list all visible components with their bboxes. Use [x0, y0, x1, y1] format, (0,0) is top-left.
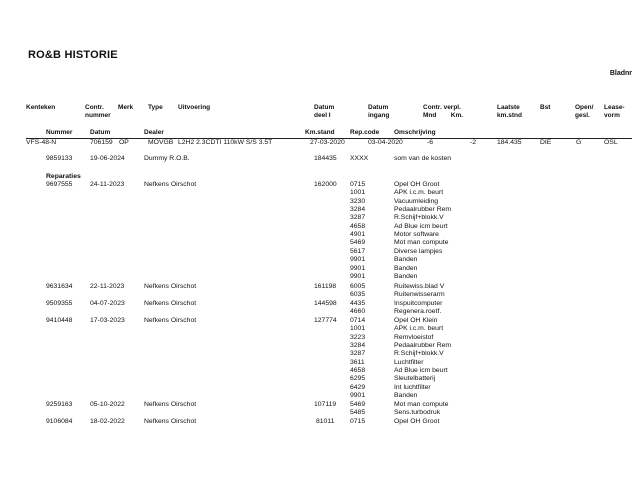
header-dealer: Dealer: [144, 129, 164, 136]
repair-nummer: 9106084: [46, 418, 73, 425]
header-contr-nummer: Contr. nummer: [85, 104, 111, 119]
repair-code: 9901: [350, 256, 366, 264]
header-rep-code: Rep.code: [350, 129, 380, 136]
repair-omschrijving: Ruitenwisserarm: [394, 291, 445, 299]
repair-omschrijving: Ad Blue icm beurt: [394, 367, 448, 375]
repair-code: 5469: [350, 239, 366, 247]
header-laatste-km: Laatste km.stnd: [497, 104, 522, 119]
header-type: Type: [148, 104, 163, 111]
repair-omschrijving: Vacuumleiding: [394, 197, 439, 205]
repair-code: 9901: [350, 272, 366, 280]
vehicle-mnd: -6: [427, 139, 434, 146]
repair-datum: 24-11-2023: [90, 181, 125, 188]
repair-datum: 05-10-2022: [90, 401, 125, 408]
repair-omschrijving: Banden: [394, 256, 418, 264]
repair-code: 9901: [350, 392, 366, 400]
repair-omschrijving: Mot man compute: [394, 401, 449, 408]
repair-omschrijving: Remvloeistof: [394, 333, 434, 341]
header-bst: Bst: [540, 104, 551, 111]
repair-code: 0715: [350, 181, 366, 188]
repair-code: 4660: [350, 308, 366, 316]
repair-code: 4901: [350, 231, 366, 239]
repair-km: 81011: [316, 418, 335, 425]
header-km-stand: Km.stand: [305, 129, 335, 136]
repair-code: 5469: [350, 401, 366, 408]
vehicle-type: MOVGB: [148, 139, 174, 146]
repair-nummer: 9410448: [46, 317, 73, 324]
vehicle-contr-nummer: 706159: [90, 139, 113, 146]
entry-omschrijving: som van de kosten: [394, 155, 452, 162]
repair-code: 6429: [350, 383, 366, 391]
repair-code: 0714: [350, 317, 366, 324]
repair-datum: 17-03-2023: [90, 317, 125, 324]
repair-code: 6295: [350, 375, 366, 383]
repair-code: 3223: [350, 333, 366, 341]
header-open-gesl: Open/ gesl.: [575, 104, 594, 119]
repair-code: 3287: [350, 214, 366, 222]
repair-code: 6035: [350, 291, 366, 299]
repair-nummer: 9697555: [46, 181, 73, 188]
vehicle-merk: OP: [119, 139, 129, 146]
repair-omschrijving: R.Schijf+blokk.V: [394, 350, 444, 358]
header-merk: Merk: [118, 104, 134, 111]
header-uitvoering: Uitvoering: [178, 104, 211, 111]
page-number-label: Bladnr: [609, 70, 632, 77]
repair-km: 127774: [314, 317, 337, 324]
header-datum-deel: Datum deel I: [314, 104, 335, 119]
repair-dealer: Nefkens Oirschot: [144, 283, 197, 290]
repair-datum: 18-02-2022: [90, 418, 125, 425]
entry-km: 184435: [314, 155, 337, 162]
header-omschrijving: Omschrijving: [394, 129, 436, 136]
repair-km: 162000: [314, 181, 337, 188]
repair-code: 3611: [350, 358, 365, 366]
repair-omschrijving: Banden: [394, 392, 418, 400]
section-reparaties: Reparaties: [46, 173, 81, 180]
entry-nummer: 9859133: [46, 155, 73, 162]
repair-dealer: Nefkens Oirschot: [144, 317, 197, 324]
repair-omschrijving: APK i.c.m. beurt: [394, 189, 444, 197]
header-nummer: Nummer: [46, 129, 73, 136]
repair-code: 9901: [350, 264, 366, 272]
repair-code: 4658: [350, 367, 366, 375]
repair-code: 3284: [350, 342, 366, 350]
vehicle-open-gesl: G: [576, 139, 582, 146]
repair-omschrijving: Mot man compute: [394, 239, 449, 247]
repair-datum: 04-07-2023: [90, 300, 125, 307]
repair-code: 3284: [350, 206, 366, 214]
vehicle-bst: DIE: [540, 139, 552, 146]
repair-datum: 22-11-2023: [90, 283, 125, 290]
repair-nummer: 9631634: [46, 283, 73, 290]
entry-code: XXXX: [350, 155, 369, 162]
page-title: RO&B HISTORIE: [28, 49, 118, 61]
repair-dealer: Nefkens Oirschot: [144, 300, 197, 307]
repair-omschrijving: Sleutelbatterij: [394, 375, 436, 383]
repair-code: 3230: [350, 197, 366, 205]
repair-omschrijving: Banden: [394, 272, 418, 280]
repair-dealer: Nefkens Oirschot: [144, 181, 197, 188]
header-lease-vorm: Lease- vorm: [604, 104, 625, 119]
vehicle-lease-vorm: OSL: [604, 139, 618, 146]
repair-omschrijving: Luchtfilter: [394, 358, 424, 366]
repair-nummer: 9509355: [46, 300, 73, 307]
repair-omschrijving: Pedaalrubber Rem: [394, 206, 452, 214]
repair-km: 161198: [314, 283, 337, 290]
repair-omschrijving: Ad Blue icm beurt: [394, 222, 448, 230]
repair-omschrijving: Regenera.roetf.: [394, 308, 442, 316]
repair-code: 1001: [350, 325, 366, 333]
repair-omschrijving: Opel OH Groot: [394, 181, 440, 188]
vehicle-km: -2: [470, 139, 477, 146]
vehicle-kenteken: VFS-48-N: [26, 139, 57, 146]
repair-code: 4435: [350, 300, 366, 307]
repair-code: 6005: [350, 283, 366, 290]
vehicle-datum-ingang: 03-04-2020: [368, 139, 403, 146]
entry-dealer: Dummy R.O.B.: [144, 155, 190, 162]
entry-datum: 19-06-2024: [90, 155, 125, 162]
repair-code: 3287: [350, 350, 366, 358]
header-contr-verpl: Contr. verpl. Mnd Km.: [423, 104, 464, 119]
repair-omschrijving: Sens.turbodruk: [394, 409, 441, 417]
repair-dealer: Nefkens Oirschot: [144, 401, 197, 408]
vehicle-datum-deel: 27-03-2020: [310, 139, 345, 146]
repair-omschrijving: Diverse lampjes: [394, 247, 443, 255]
repair-code: 5485: [350, 409, 366, 417]
repair-omschrijving: R.Schijf+blokk.V: [394, 214, 444, 222]
repair-code: 4658: [350, 222, 366, 230]
repair-omschrijving: Banden: [394, 264, 418, 272]
repair-omschrijving: Opel OH Groot: [394, 418, 440, 425]
repair-omschrijving: Int luchtfilter: [394, 383, 431, 391]
repair-nummer: 9259163: [46, 401, 73, 408]
vehicle-uitvoering: L2H2 2.3CDTI 110kW S/S 3.5T: [178, 139, 273, 146]
repair-km: 144598: [314, 300, 337, 307]
repair-dealer: Nefkens Oirschot: [144, 418, 197, 425]
repair-omschrijving: Pedaalrubber Rem: [394, 342, 452, 350]
repair-omschrijving: APK i.c.m. beurt: [394, 325, 444, 333]
header-kenteken: Kenteken: [26, 104, 56, 111]
header-datum: Datum: [90, 129, 111, 136]
repair-code: 5617: [350, 247, 366, 255]
repair-omschrijving: Ruitewiss.blad V: [394, 283, 445, 290]
repair-code: 0715: [350, 418, 366, 425]
repair-km: 107119: [314, 401, 337, 408]
repair-omschrijving: Inspuitcomputer: [394, 300, 443, 307]
repair-omschrijving: Motor software: [394, 231, 439, 239]
repair-omschrijving: Opel OH Klein: [394, 317, 438, 324]
header-datum-ingang: Datum ingang: [368, 104, 390, 119]
vehicle-laatste-km: 184.435: [497, 139, 522, 146]
repair-code: 1001: [350, 189, 366, 197]
